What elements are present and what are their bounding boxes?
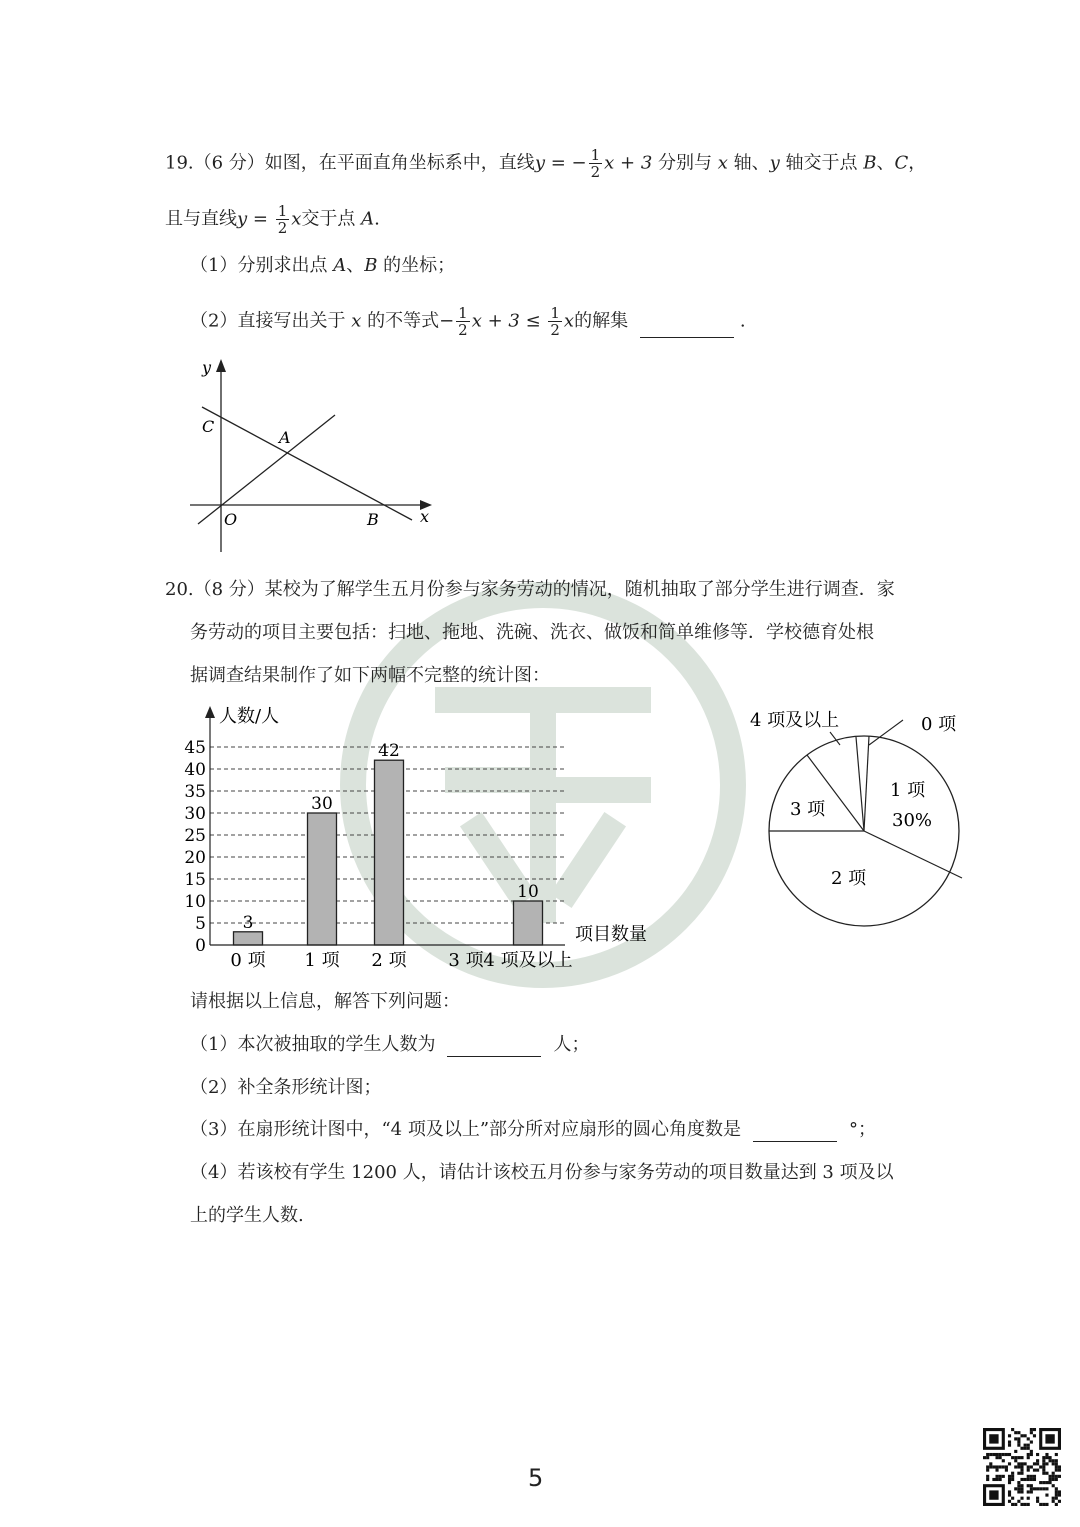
bar-data-label-2: 42 (378, 741, 400, 762)
bar-ytick-label: 30 (184, 804, 206, 824)
pie-label-4plus: 4 项及以上 (750, 710, 840, 731)
bar-ytick-label: 25 (184, 826, 206, 846)
q20-sub1: （1）本次被抽取的学生人数为 人； (190, 1034, 590, 1055)
bar-category-label-4: 4 项及以上 (483, 950, 573, 971)
bar-ytick-label: 20 (184, 848, 206, 868)
q20-prompt: 请根据以上信息，解答下列问题： (190, 991, 460, 1012)
q19-line1: 19.（6 分）如图，在平面直角坐标系中，直线y = − $\frac{1}{2}$ x + 3 分别与 x 轴、y 轴交于点 B、C， (165, 146, 927, 181)
bar-ytick-label: 10 (184, 892, 206, 912)
qr-code (983, 1428, 1061, 1506)
bar-xlabel: 项目数量 (575, 924, 647, 945)
q20-sub3: （3）在扇形统计图中，“4 项及以上”部分所对应扇形的圆心角度数是 °； (190, 1119, 877, 1140)
bar-category-label-0: 0 项 (230, 950, 266, 971)
bar-data-label-1: 30 (311, 794, 333, 814)
pie-leader-4plus (830, 732, 840, 745)
q20-sub4-line1: （4）若该校有学生 1200 人，请估计该校五月份参与家务劳动的项目数量达到 3 项及以 (190, 1162, 894, 1183)
bar-ytick-label: 40 (184, 760, 206, 780)
q20-para-line2: 务劳动的项目主要包括：扫地、拖地、洗碗、洗衣、做饭和简单维修等．学校德育处根 (190, 622, 874, 643)
bar-ytick-label: 5 (195, 914, 206, 934)
pie-label-1: 1 项 (890, 780, 926, 801)
bar-data-label-4: 10 (517, 882, 539, 902)
pie-boundary-0 (864, 736, 869, 831)
pie-boundary-4 (856, 737, 864, 831)
label-B: B (367, 510, 379, 529)
pie-label-2: 2 项 (831, 868, 867, 889)
bar-y-axis-arrow (205, 706, 215, 718)
label-A: A (279, 428, 291, 447)
bar-1 (308, 813, 337, 945)
y-axis-arrow (216, 359, 226, 372)
q19-sub1: （1）分别求出点 A、B 的坐标； (190, 255, 456, 276)
bar-ylabel: 人数/人 (219, 706, 280, 727)
bar-category-label-3: 3 项 (448, 950, 484, 971)
bar-data-label-0: 3 (242, 912, 254, 933)
pie-boundary-1 (864, 831, 962, 878)
label-C: C (202, 417, 215, 436)
q20-para-line3: 据调查结果制作了如下两幅不完整的统计图： (190, 665, 550, 686)
bar-2 (375, 760, 404, 945)
q20-sub4-line2: 上的学生人数. (190, 1205, 304, 1226)
bar-4 (514, 901, 543, 945)
q19-coordinate-figure (180, 352, 440, 557)
bar-ytick-label: 45 (184, 738, 206, 758)
label-O: O (224, 510, 238, 529)
answer-blank-angle[interactable] (753, 1121, 837, 1142)
bar-category-label-1: 1 项 (304, 950, 340, 971)
bar-ytick-label: 35 (184, 782, 206, 802)
answer-blank[interactable] (640, 317, 734, 338)
pie-leader-0 (869, 720, 903, 745)
q19-sub2: （2）直接写出关于 x 的不等式− $\frac{1}{2}$ x + 3 ≤ $\frac{1}{2}$ x的解集 . (190, 304, 746, 339)
bar-ytick-label: 0 (195, 936, 206, 956)
page-number: 5 (528, 1464, 544, 1492)
label-y: y (202, 358, 212, 377)
pie-label-1-percent: 30% (892, 810, 933, 831)
answer-blank-count[interactable] (447, 1036, 541, 1057)
q19-line2: 且与直线y = $\frac{1}{2}$ x交于点 A. (165, 202, 380, 237)
bar-chart (170, 700, 670, 980)
line-BC (202, 407, 412, 520)
pie-chart (740, 700, 980, 940)
pie-label-0: 0 项 (921, 714, 957, 735)
q20-para-line1: 20.（8 分）某校为了解学生五月份参与家务劳动的情况，随机抽取了部分学生进行调查．家 (165, 579, 895, 600)
line-OA (198, 415, 335, 524)
pie-label-3: 3 项 (790, 799, 826, 820)
bar-ytick-label: 15 (184, 870, 206, 890)
label-x: x (420, 507, 430, 526)
bar-0 (234, 932, 263, 945)
q20-sub2: （2）补全条形统计图； (190, 1077, 382, 1098)
bar-category-label-2: 2 项 (371, 950, 407, 971)
